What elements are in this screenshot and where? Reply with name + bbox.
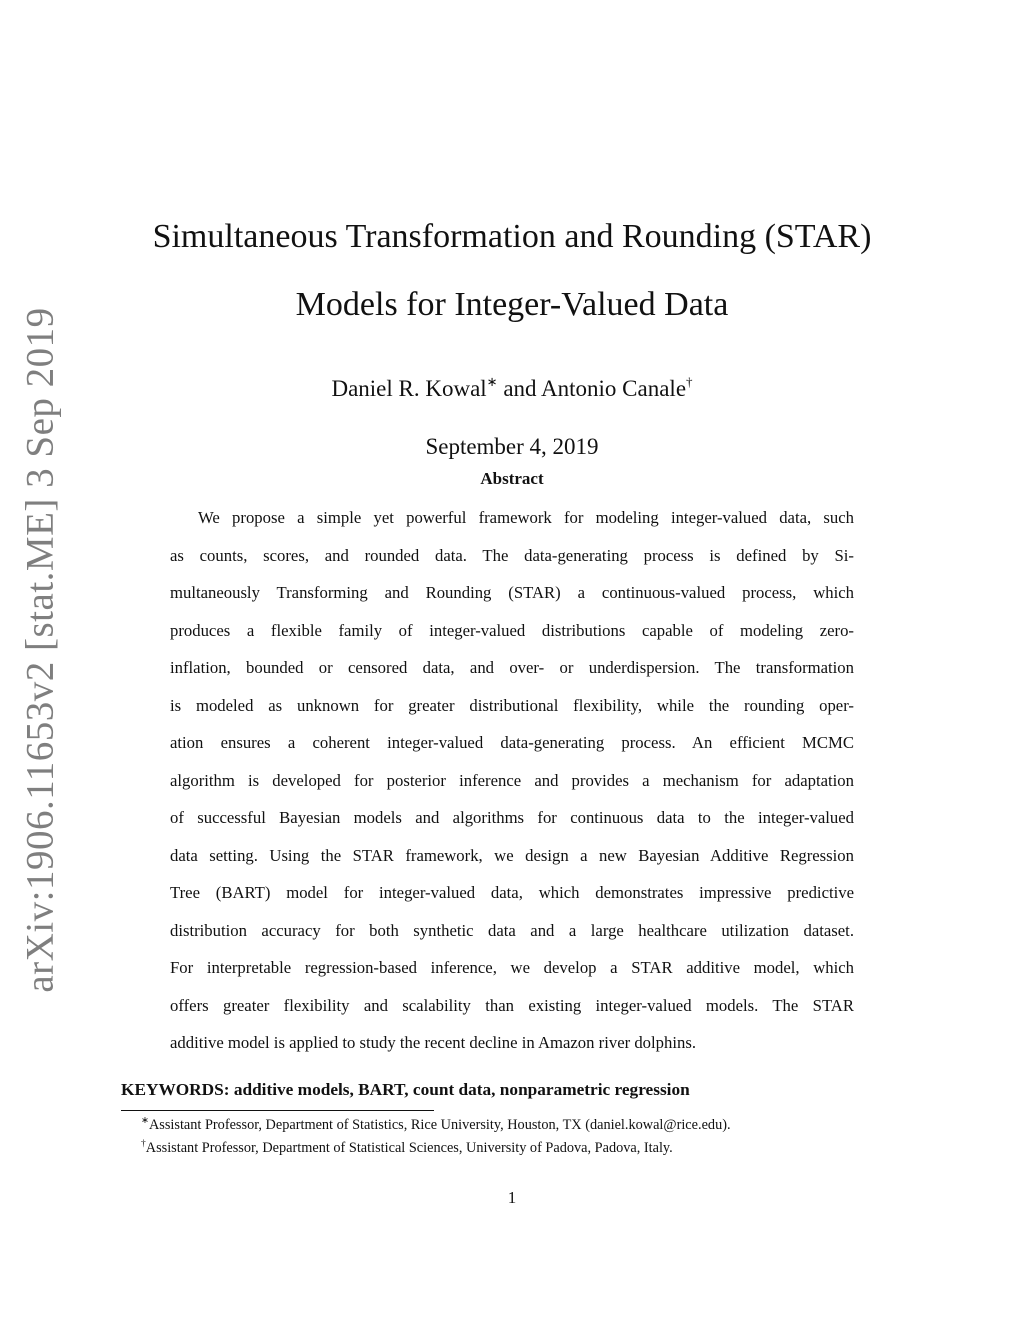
abstract-line: multaneously Transforming and Rounding (STAR) a continuous-valued process, which [170,583,854,602]
author-connector: and [497,376,542,401]
abstract-line: offers greater flexibility and scalability than existing integer-valued models. The STAR [170,995,854,1015]
abstract-line: produces a flexible family of integer-valued distributions capable of modeling zero- [170,620,854,640]
abstract-line: Tree (BART) model for integer-valued data, which demonstrates impressive predictive [170,883,854,902]
abstract-heading: Abstract [480,469,544,488]
author-name: Antonio Canale [541,376,687,401]
abstract-line: We propose a simple yet powerful framework for modeling integer-valued data, such [198,508,854,527]
footnote-2 [141,1139,673,1157]
footnote-marker: † [686,374,693,389]
footnote-marker: ∗ [486,374,498,389]
abstract-line: ation ensures a coherent integer-valued data-generating process. An efficient MCMC [170,733,854,752]
footnote-text: Assistant Professor, Department of Statistical Sciences, University of Padova, Padova, Italy. [145,1140,673,1156]
footnote-text: Assistant Professor, Department of Statistics, Rice University, Houston, TX (daniel.kowal@rice.edu). [148,1117,731,1133]
abstract-line: For interpretable regression-based inference, we develop a STAR additive model, which [170,958,854,977]
abstract-body [170,506,854,1069]
publication-date: September 4, 2019 [425,434,599,459]
keywords-line: KEYWORDS: additive models, BART, count data, nonparametric regression [121,1080,690,1099]
paper-title-line-1: Simultaneous Transformation and Rounding (STAR) [152,218,872,255]
author-list [0,374,1024,402]
abstract-line: is modeled as unknown for greater distributional flexibility, while the rounding oper- [170,695,854,715]
abstract-line: as counts, scores, and rounded data. The data-generating process is defined by Si- [170,545,854,565]
page-number: 1 [507,1188,517,1207]
abstract-line: data setting. Using the STAR framework, we design a new Bayesian Additive Regression [170,845,854,865]
abstract-line: algorithm is developed for posterior inference and provides a mechanism for adaptation [170,770,854,790]
abstract-line: inflation, bounded or censored data, and over- or underdispersion. The transformation [170,658,854,677]
arxiv-watermark: arXiv:1906.11653v2 [stat.ME] 3 Sep 2019 [18,307,62,993]
footnote-marker: ∗ [141,1116,149,1126]
abstract-line: distribution accuracy for both synthetic data and a large healthcare utilization dataset. [170,920,854,940]
footnote-1 [141,1115,731,1134]
abstract-line: of successful Bayesian models and algorithms for continuous data to the integer-valued [170,808,854,827]
author-name: Daniel R. Kowal [331,376,487,401]
abstract-line: additive model is applied to study the recent decline in Amazon river dolphins. [170,1033,696,1052]
paper-title-line-2: Models for Integer-Valued Data [295,286,729,323]
footnote-rule [121,1110,434,1111]
footnote-marker: † [141,1139,146,1149]
